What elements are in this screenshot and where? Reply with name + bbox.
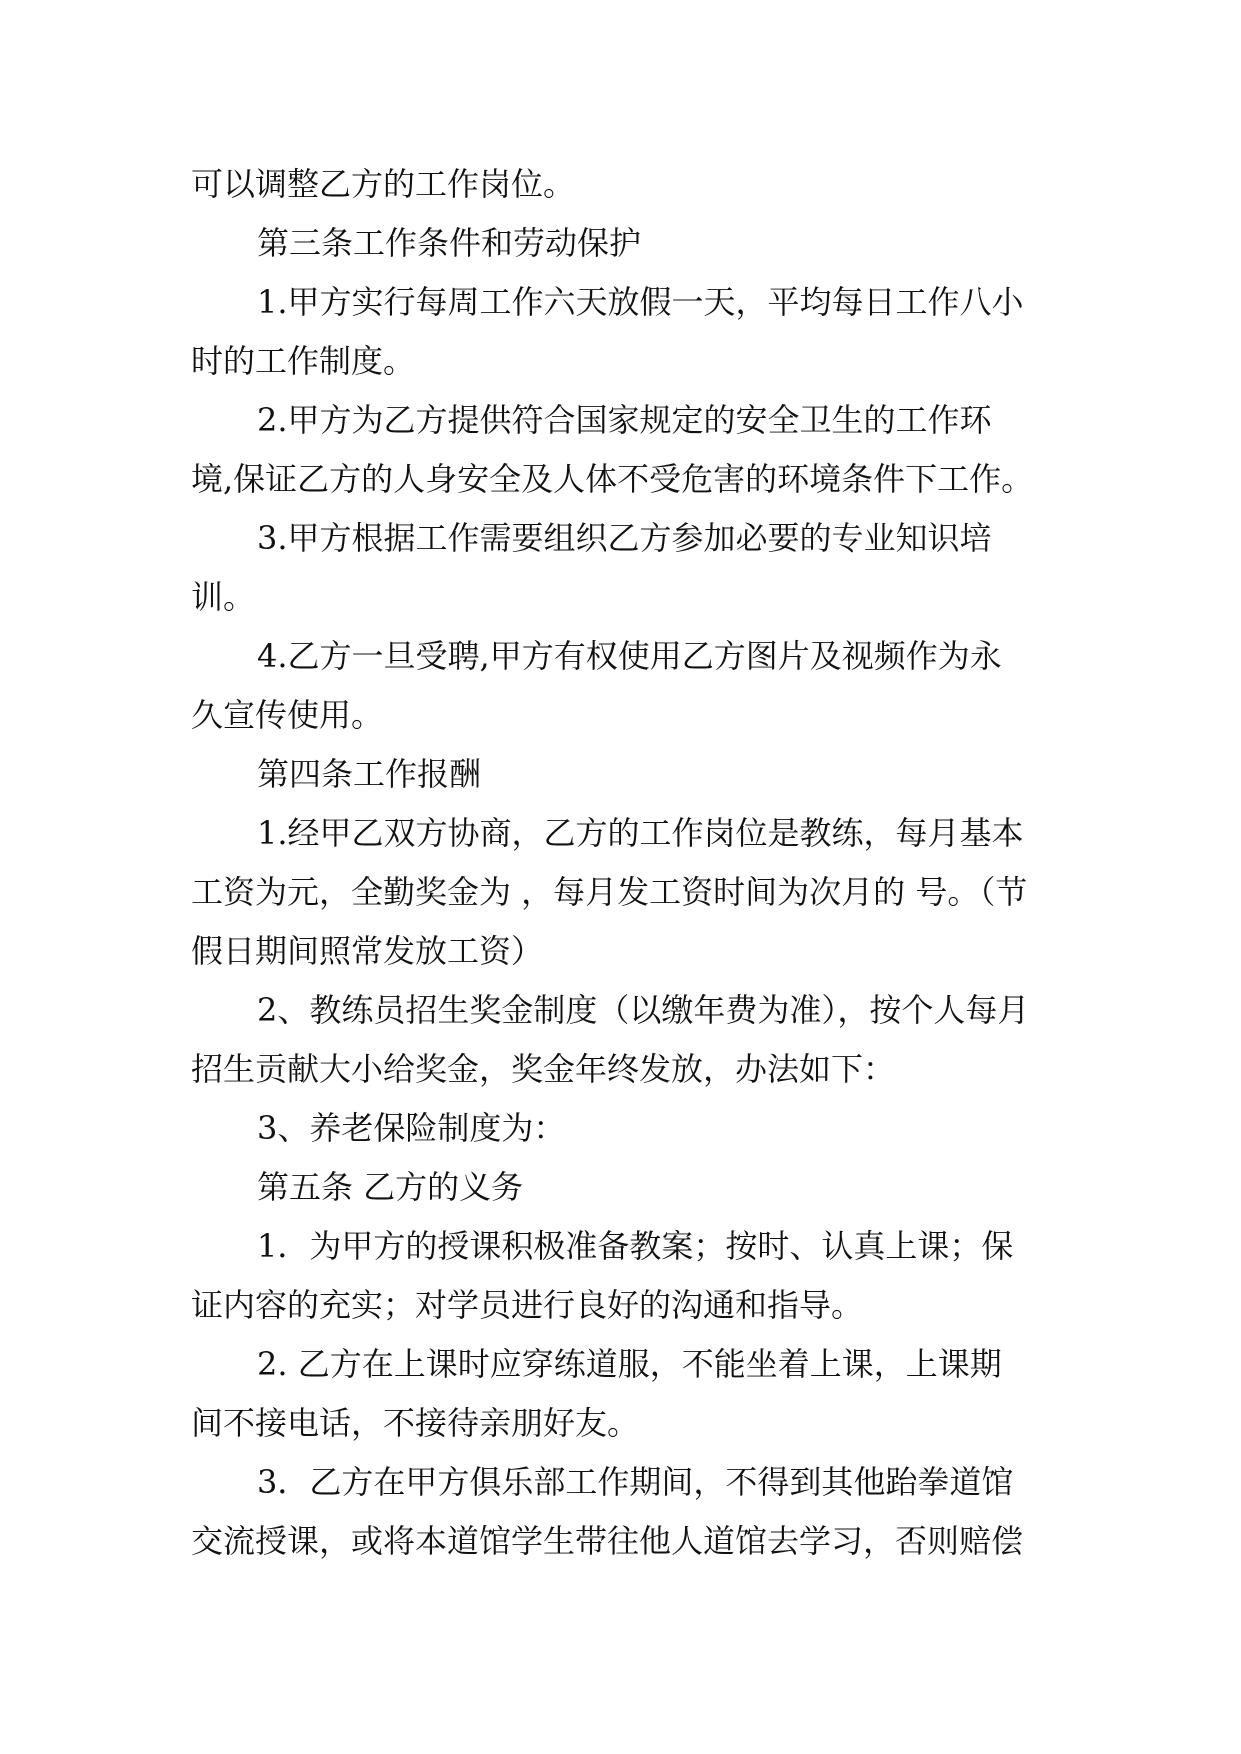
text-line: 2. 乙方在上课时应穿练道服，不能坐着上课，上课期 xyxy=(257,1345,1002,1383)
text-line: 1.甲方实行每周工作六天放假一天，平均每日工作八小 xyxy=(257,283,1024,321)
text-line: 招生贡献大小给奖金，奖金年终发放，办法如下： xyxy=(191,1050,896,1088)
text-line: 间不接电话，不接待亲朋好友。 xyxy=(191,1404,640,1442)
section-heading: 第三条工作条件和劳动保护 xyxy=(257,224,642,262)
text-line: 3.甲方根据工作需要组织乙方参加必要的专业知识培 xyxy=(257,519,992,557)
section-heading: 第五条 乙方的义务 xyxy=(257,1168,524,1206)
text-line: 2、教练员招生奖金制度（以缴年费为准），按个人每月 xyxy=(257,991,1030,1029)
text-line: 3、养老保险制度为： xyxy=(257,1109,566,1147)
text-line: 1.经甲乙双方协商，乙方的工作岗位是教练，每月基本 xyxy=(257,814,1024,852)
text-line: 可以调整乙方的工作岗位。 xyxy=(191,165,576,203)
text-line: 2.甲方为乙方提供符合国家规定的安全卫生的工作环 xyxy=(257,401,992,439)
text-line: 时的工作制度。 xyxy=(191,342,416,380)
text-line: 1．为甲方的授课积极准备教案；按时、认真上课；保 xyxy=(257,1227,1014,1265)
text-line: 工资为元，全勤奖金为 ，每月发工资时间为次月的 号。（节 xyxy=(191,873,1028,911)
text-line: 3．乙方在甲方俱乐部工作期间，不得到其他跆拳道馆 xyxy=(257,1463,1014,1501)
text-line: 4.乙方一旦受聘,甲方有权使用乙方图片及视频作为永 xyxy=(257,637,1002,675)
text-line: 训。 xyxy=(191,578,256,616)
text-line: 假日期间照常发放工资） xyxy=(191,932,544,970)
text-line: 久宣传使用。 xyxy=(191,696,384,734)
text-line: 证内容的充实；对学员进行良好的沟通和指导。 xyxy=(191,1286,864,1324)
text-line: 境,保证乙方的人身安全及人体不受危害的环境条件下工作。 xyxy=(191,460,1034,498)
section-heading: 第四条工作报酬 xyxy=(257,755,482,793)
text-line: 交流授课，或将本道馆学生带往他人道馆去学习，否则赔偿 xyxy=(191,1522,1024,1560)
